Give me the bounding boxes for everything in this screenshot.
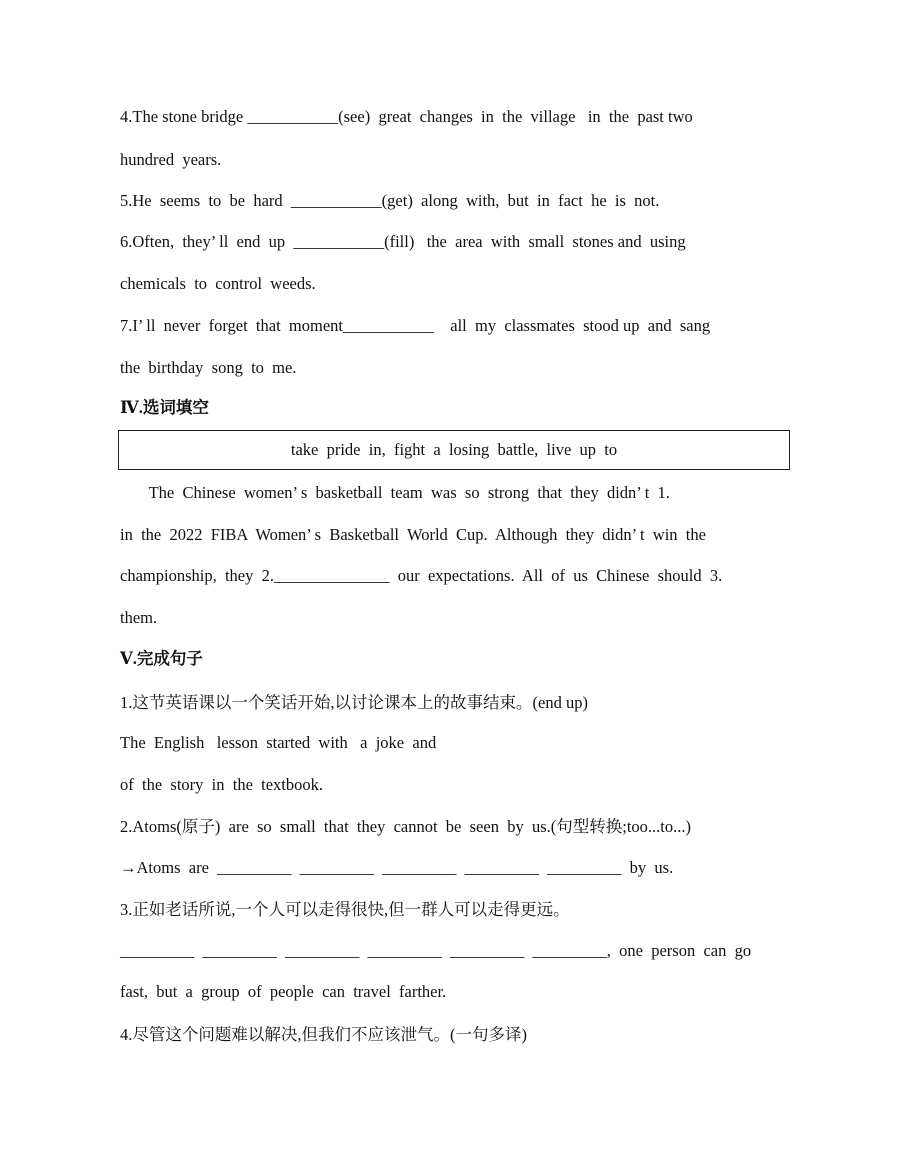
q6-line-1: 6.Often, they’ ll end up ___________(fill) the area with small stones and using xyxy=(120,232,686,251)
q7-line-2: the birthday song to me. xyxy=(120,358,297,377)
s5-q1-line-2: of the story in the textbook. xyxy=(120,775,324,794)
s5-q3-line-1: _________ _________ _________ _________ _________ _________, one person can go xyxy=(120,941,752,960)
s5-q4-prompt: 4.尽管这个问题难以解决,但我们不应该泄气。(一句多译) xyxy=(120,1025,527,1044)
section-4-heading: Ⅳ.选词填空 xyxy=(120,398,209,417)
passage-line-3: championship, they 2.______________ our expectations. All of us Chinese should 3. xyxy=(120,566,723,585)
q4-line-1: 4.The stone bridge ___________(see) great changes in the village in the past two xyxy=(120,107,693,126)
section-5-heading: Ⅴ.完成句子 xyxy=(120,649,203,668)
s5-q3-line-2: fast, but a group of people can travel farther. xyxy=(120,982,447,1001)
s5-q2-prompt: 2.Atoms(原子) are so small that they cannot be seen by us.(句型转换;too...to...) xyxy=(120,817,691,836)
s5-q1-line-1: The English lesson started with a joke and xyxy=(120,733,437,752)
s5-q2-answer: →Atoms are _________ _________ _________ _________ _________ by us. xyxy=(120,858,674,877)
s5-q3-prompt: 3.正如老话所说,一个人可以走得很快,但一群人可以走得更远。 xyxy=(120,900,570,919)
word-box-text: take pride in, fight a losing battle, live up to xyxy=(290,440,618,459)
q7-line-1: 7.I’ ll never forget that moment___________ all my classmates stood up and sang xyxy=(120,316,711,335)
passage-line-4: them. xyxy=(120,608,158,627)
q4-line-2: hundred years. xyxy=(120,150,222,169)
q6-line-2: chemicals to control weeds. xyxy=(120,274,316,293)
q5-line: 5.He seems to be hard ___________(get) along with, but in fact he is not. xyxy=(120,191,660,210)
word-box xyxy=(118,430,790,470)
passage-line-1: The Chinese women’ s basketball team was so strong that they didn’ t 1. xyxy=(120,483,670,502)
passage-line-2: in the 2022 FIBA Women’ s Basketball World Cup. Although they didn’ t win the xyxy=(120,525,706,544)
s5-q1-prompt: 1.这节英语课以一个笑话开始,以讨论课本上的故事结束。(end up) xyxy=(120,693,588,712)
